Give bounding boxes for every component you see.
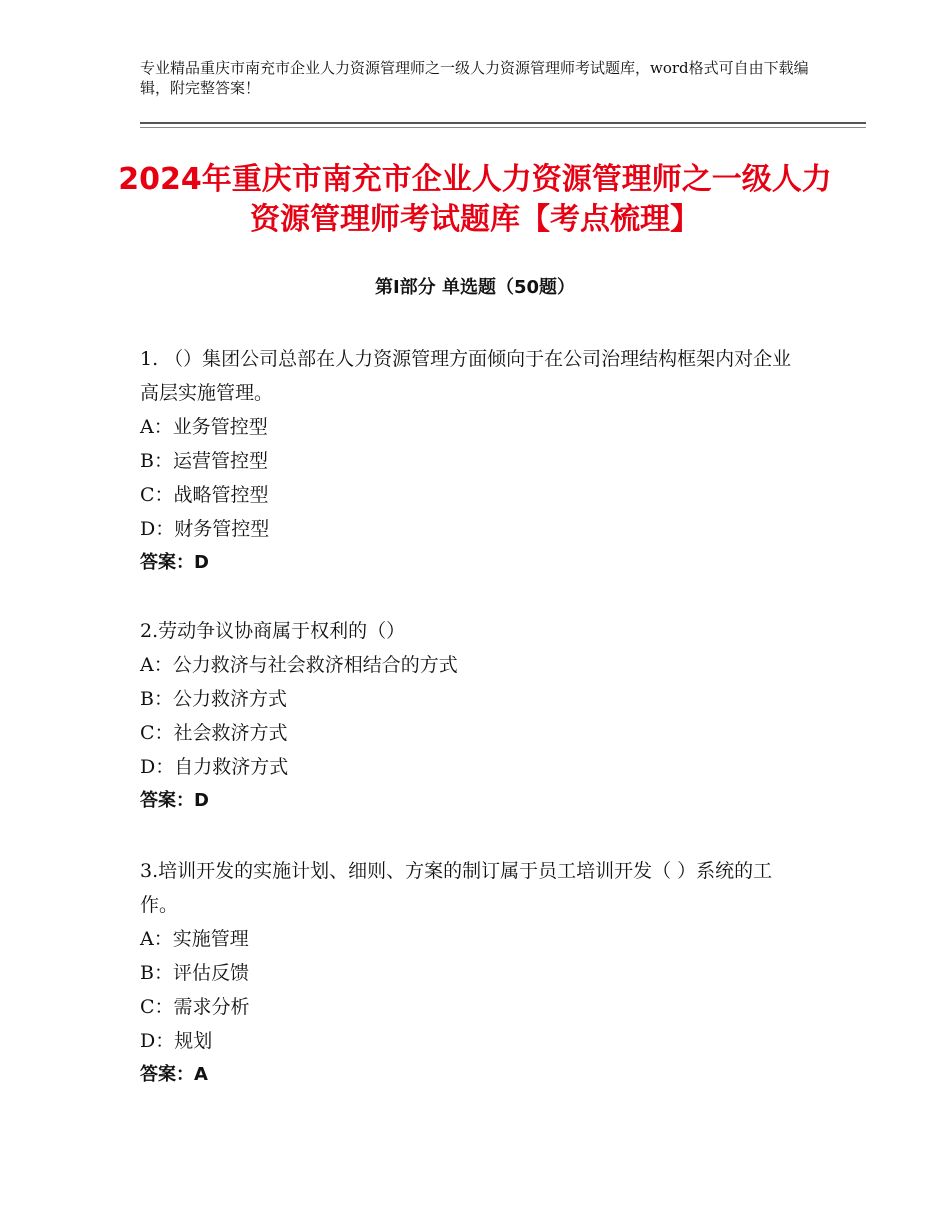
question-2-text: 2.劳动争议协商属于权利的（） (140, 620, 406, 642)
question-1-answer: 答案：D (140, 552, 209, 573)
question-1-option-c: C：战略管控型 (140, 484, 269, 506)
question-3-option-c: C：需求分析 (140, 996, 250, 1018)
header-rule-thick (140, 122, 866, 124)
question-2-option-c: C：社会救济方式 (140, 722, 288, 744)
question-2-answer: 答案：D (140, 790, 209, 811)
question-1-text: 1. （）集团公司总部在人力资源管理方面倾向于在公司治理结构框架内对企业高层实施管理。 (140, 348, 792, 404)
question-2-option-a: A：公力救济与社会救济相结合的方式 (140, 654, 458, 676)
question-3-option-b: B：评估反馈 (140, 962, 249, 984)
question-3-option-a: A：实施管理 (140, 928, 249, 950)
question-3-text: 3.培训开发的实施计划、细则、方案的制订属于员工培训开发（ ）系统的工作。 (140, 860, 773, 916)
question-1-option-b: B：运营管控型 (140, 450, 268, 472)
header-rule-thin (140, 127, 866, 128)
question-2-option-d: D：自力救济方式 (140, 756, 289, 778)
question-3-answer: 答案：A (140, 1064, 208, 1085)
question-1-option-a: A：业务管控型 (140, 416, 268, 438)
document-title: 2024年重庆市南充市企业人力资源管理师之一级人力资源管理师考试题库【考点梳理】 (118, 162, 832, 237)
question-1-option-d: D：财务管控型 (140, 518, 270, 540)
header-note: 专业精品重庆市南充市企业人力资源管理师之一级人力资源管理师考试题库，word格式可自由下载编辑，附完整答案！ (140, 59, 809, 97)
question-3-option-d: D：规划 (140, 1030, 213, 1052)
section-heading: 第I部分 单选题（50题） (374, 277, 575, 298)
question-2-option-b: B：公力救济方式 (140, 688, 287, 710)
